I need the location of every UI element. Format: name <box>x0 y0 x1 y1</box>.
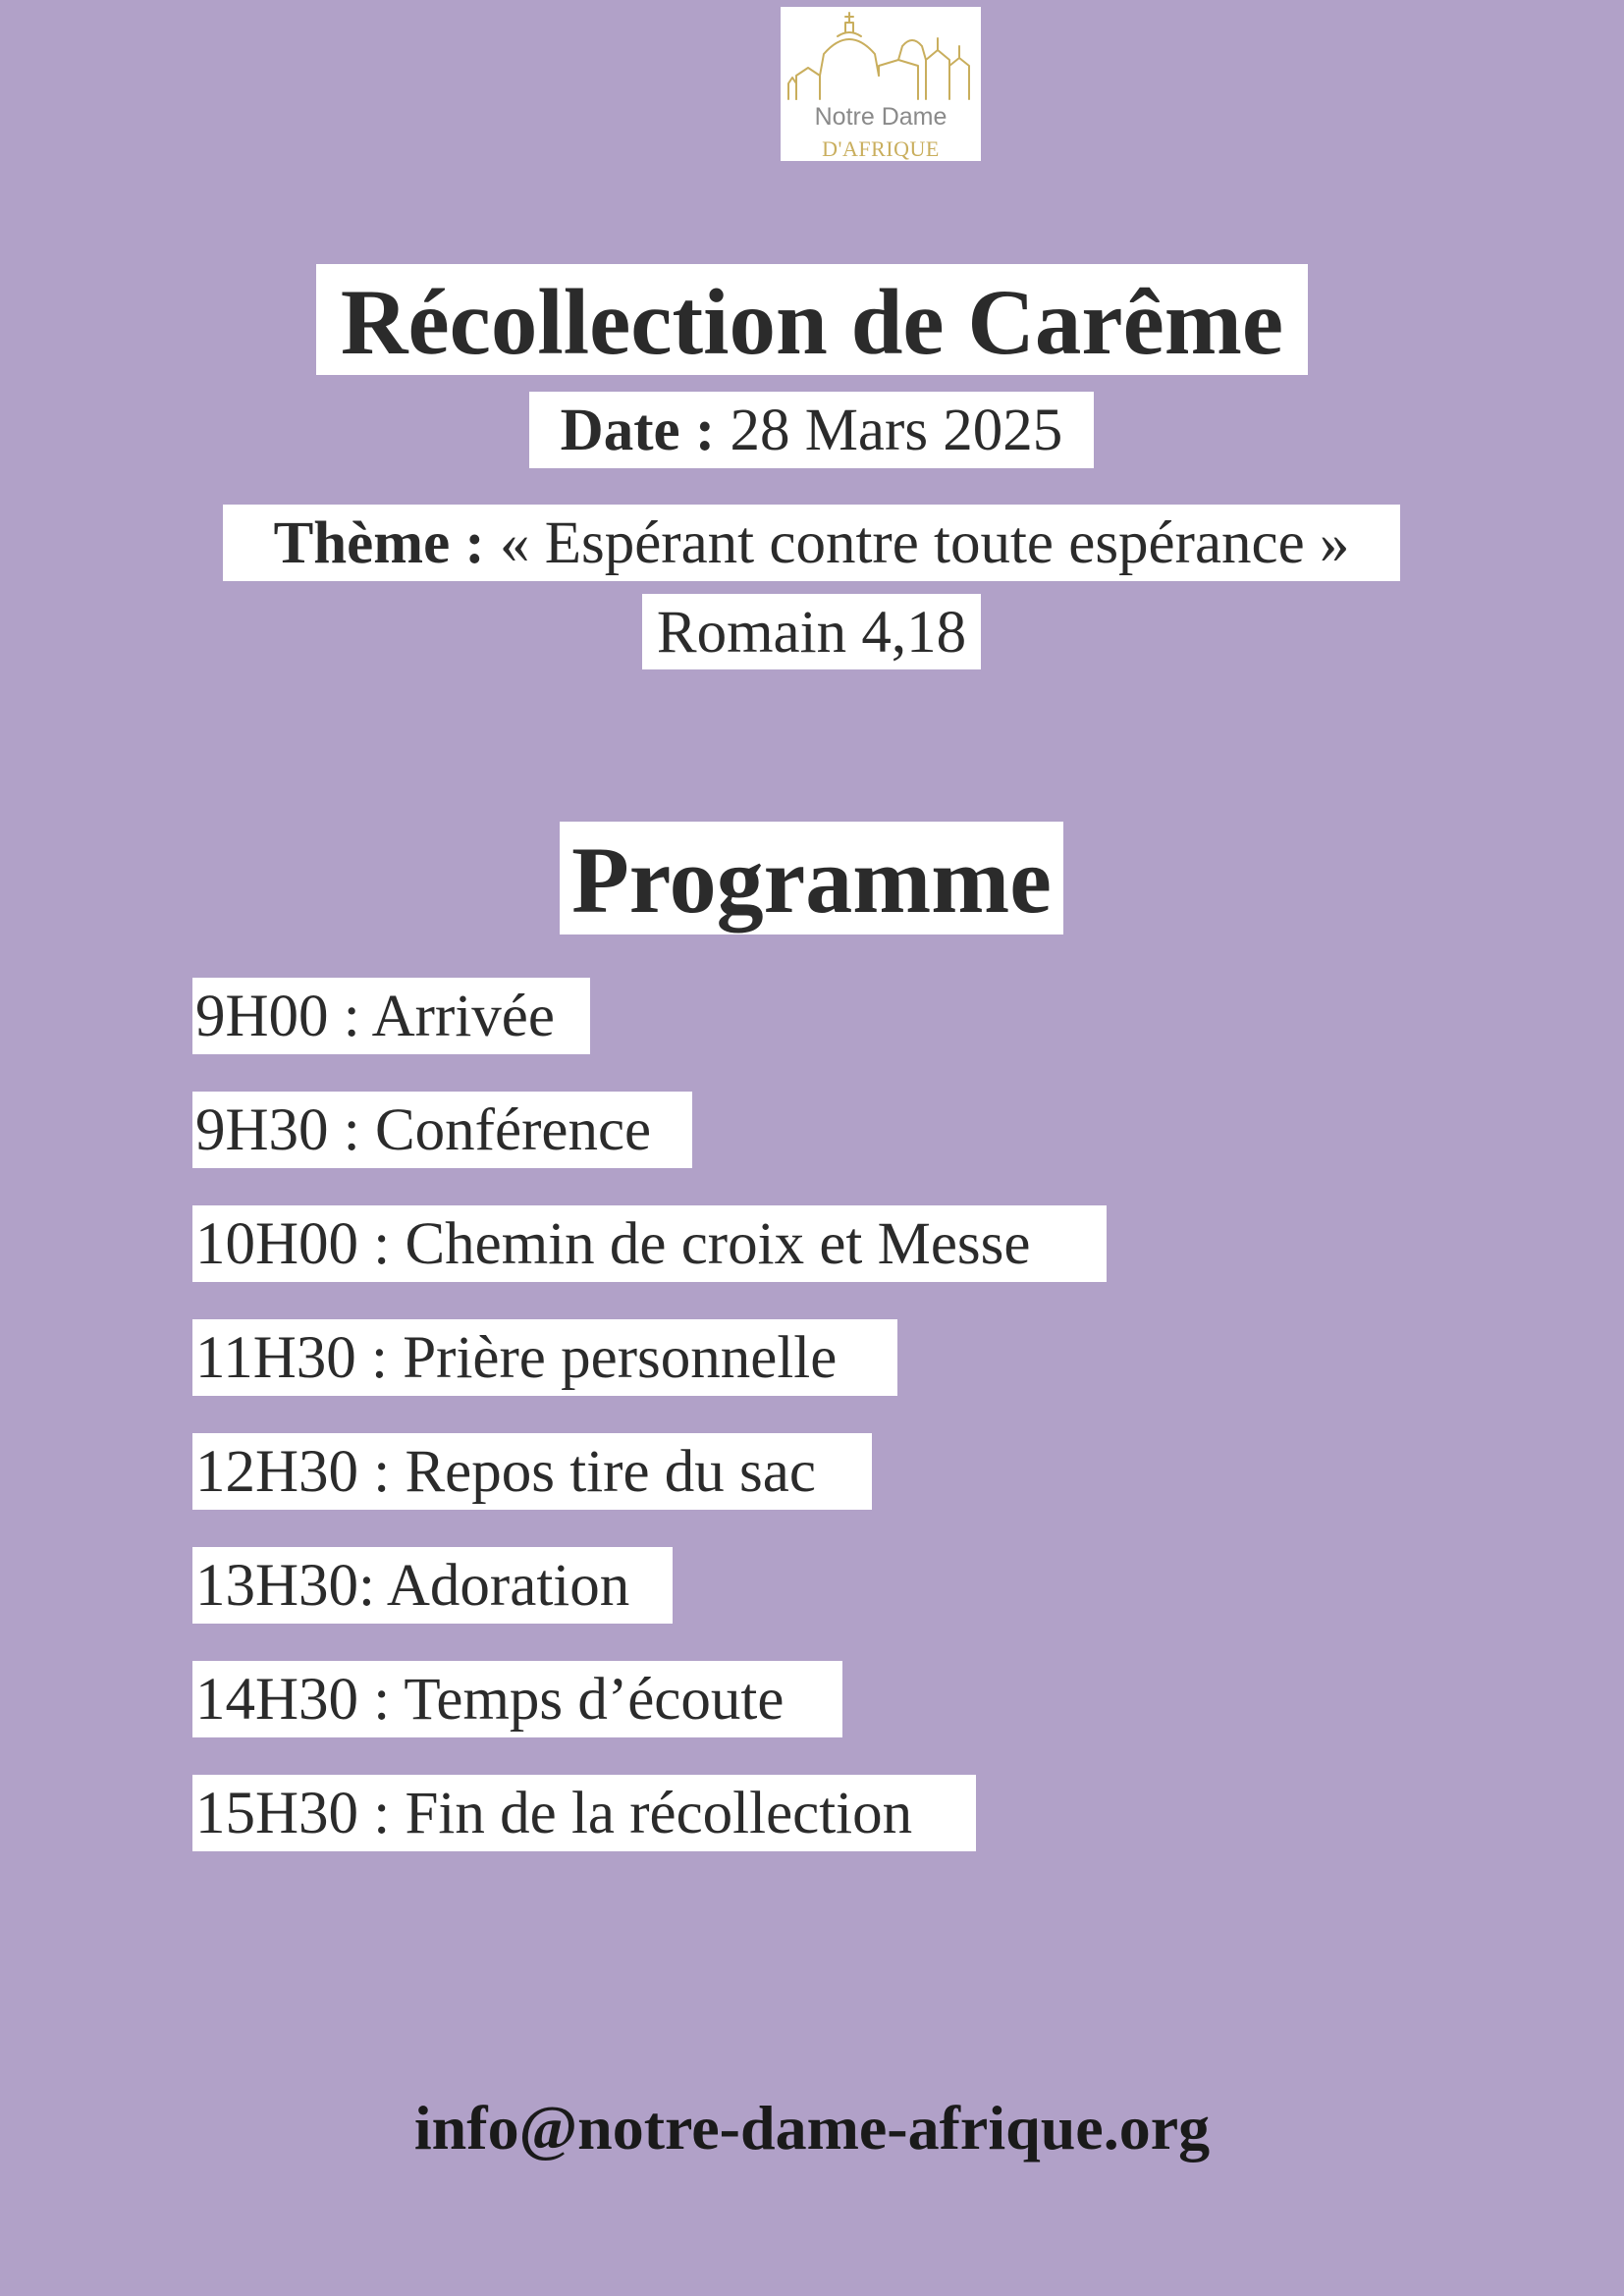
event-theme <box>223 505 1400 581</box>
programme-item: 13H30: Adoration <box>192 1547 673 1624</box>
programme-heading: Programme <box>560 822 1063 934</box>
programme-item: 15H30 : Fin de la récollection <box>192 1775 976 1851</box>
theme-label: Thème : <box>273 510 485 576</box>
programme-item: 14H30 : Temps d’écoute <box>192 1661 842 1737</box>
logo-line-dafrique: D'AFRIQUE <box>822 136 940 161</box>
logo <box>781 7 981 161</box>
theme-value: « Espérant contre toute espérance » <box>484 510 1350 576</box>
event-date <box>529 392 1094 468</box>
page-title: Récollection de Carême <box>316 264 1308 375</box>
date-label: Date : <box>560 398 716 463</box>
programme-item: 9H30 : Conférence <box>192 1092 692 1168</box>
programme-item: 9H00 : Arrivée <box>192 978 590 1054</box>
scripture-reference: Romain 4,18 <box>642 594 981 669</box>
date-value: 28 Mars 2025 <box>715 398 1063 463</box>
programme-item: 11H30 : Prière personnelle <box>192 1319 897 1396</box>
programme-item: 10H00 : Chemin de croix et Messe <box>192 1205 1107 1282</box>
logo-line-notre-dame: Notre Dame <box>814 103 947 131</box>
programme-item: 12H30 : Repos tire du sac <box>192 1433 872 1510</box>
contact-email[interactable]: info@notre-dame-afrique.org <box>413 2093 1211 2163</box>
